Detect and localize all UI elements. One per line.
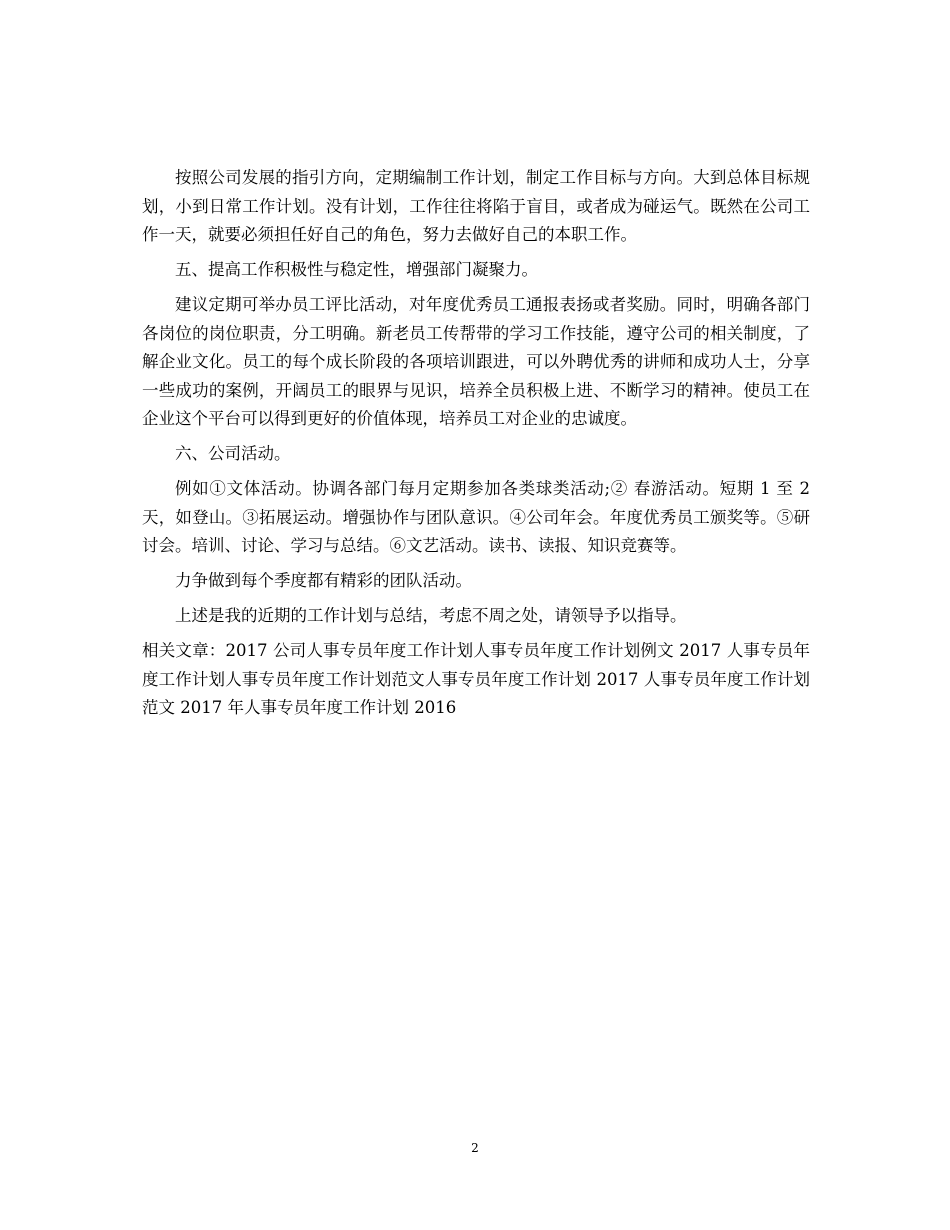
heading-section-five: 五、提高工作积极性与稳定性，增强部门凝聚力。 [175, 260, 538, 279]
paragraph-activities-list: 例如①文体活动。协调各部门每月定期参加各类球类活动;② 春游活动。短期 1 至 2 天，如登山。③拓展运动。增强协作与团队意识。④公司年会。年度优秀员工颁奖等。⑤研讨会。培训、讨论、学习与总结。⑥文艺活动。读书、读报、知识竞赛等。 [142, 479, 810, 555]
paragraph-conclusion: 上述是我的近期的工作计划与总结，考虑不周之处，请领导予以指导。 [175, 606, 687, 625]
page-number: 2 [471, 1141, 479, 1155]
document-body [142, 164, 810, 729]
paragraph-team-activities: 力争做到每个季度都有精彩的团队活动。 [175, 571, 472, 590]
paragraph-employee-evaluation: 建议定期可举办员工评比活动，对年度优秀员工通报表扬或者奖励。同时，明确各部门各岗位的岗位职责，分工明确。新老员工传帮带的学习工作技能，遵守公司的相关制度，了解企业文化。员工的每个成长阶段的各项培训跟进，可以外聘优秀的讲师和成功人士，分享一些成功的案例，开阔员工的眼界与见识，培养全员积极上进、不断学习的精神。使员工在企业这个平台可以得到更好的价值体现，培养员工对企业的忠诚度。 [142, 295, 810, 428]
paragraph-planning: 按照公司发展的指引方向，定期编制工作计划，制定工作目标与方向。大到总体目标规划，小到日常工作计划。没有计划，工作往往将陷于盲目，或者成为碰运气。既然在公司工作一天，就要必须担任好自己的角色，努力去做好自己的本职工作。 [142, 168, 810, 244]
related-articles: 相关文章：2017 公司人事专员年度工作计划人事专员年度工作计划例文 2017 人事专员年度工作计划人事专员年度工作计划范文人事专员年度工作计划 2017 人事专员年度工作计划范文 2017 年人事专员年度工作计划 2016 [142, 641, 810, 717]
heading-section-six: 六、公司活动。 [175, 444, 291, 463]
